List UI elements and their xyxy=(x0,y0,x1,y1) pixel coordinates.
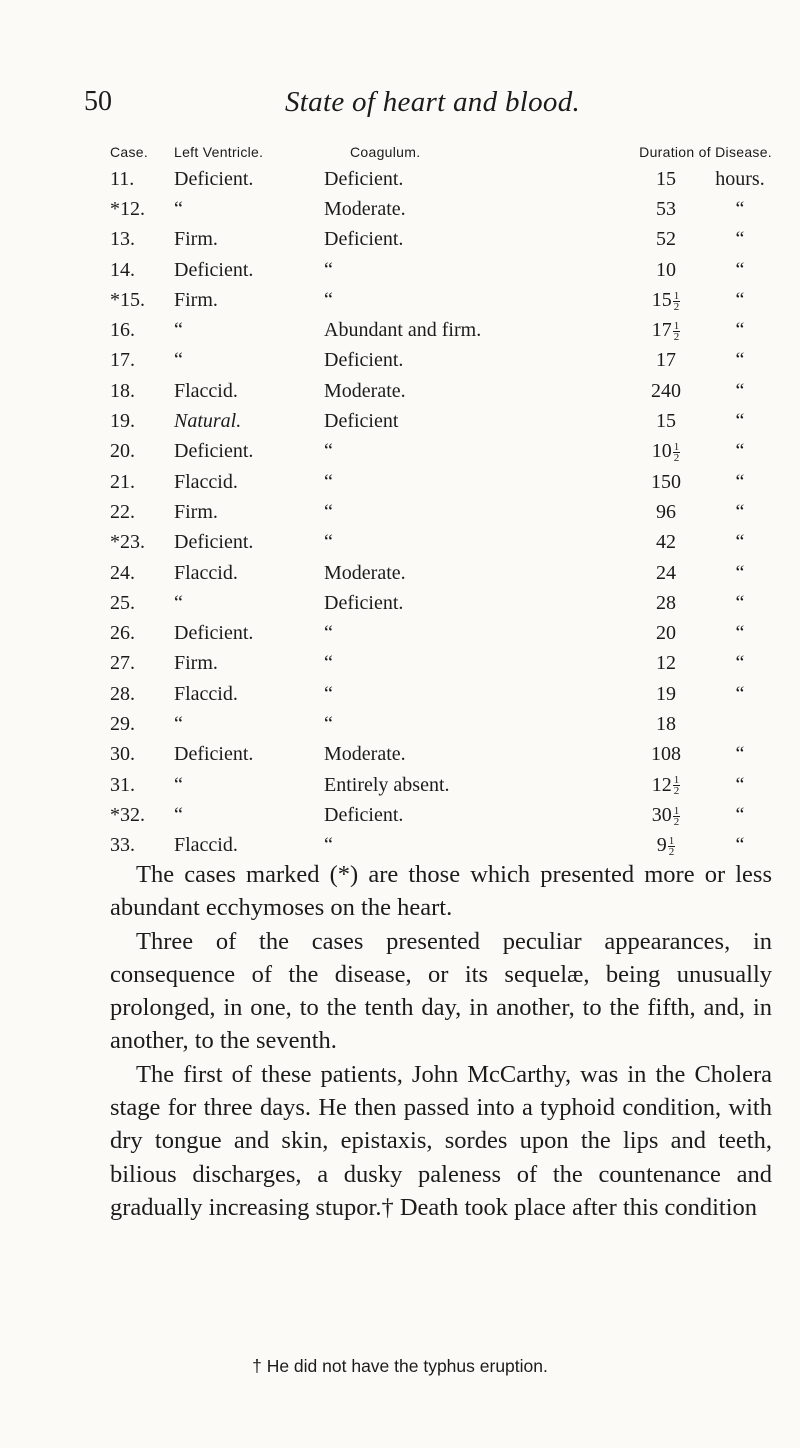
table-row xyxy=(110,800,772,830)
duration xyxy=(624,831,772,861)
duration xyxy=(624,800,772,830)
duration-value: 15 xyxy=(656,410,676,433)
case-number: 28. xyxy=(110,682,135,705)
table-row xyxy=(110,679,772,709)
duration-value: 15 xyxy=(651,288,672,311)
duration xyxy=(624,346,772,376)
duration-unit: “ xyxy=(735,228,745,251)
case-number: *23. xyxy=(110,531,145,554)
page-number: 50 xyxy=(84,86,112,117)
table-row xyxy=(110,497,772,527)
table-row xyxy=(110,770,772,800)
duration xyxy=(624,497,772,527)
case-number: 33. xyxy=(110,834,135,857)
column-header-coagulum: Coagulum. xyxy=(350,144,421,160)
duration xyxy=(624,588,772,618)
duration-value: 17 xyxy=(656,349,676,372)
table-row xyxy=(110,285,772,315)
duration-value: 17 xyxy=(651,319,672,342)
duration-value: 96 xyxy=(656,500,676,523)
coagulum: “ xyxy=(324,288,333,311)
column-header-duration: Duration of Disease. xyxy=(639,144,772,160)
table-row xyxy=(110,831,772,861)
running-title: State of heart and blood. xyxy=(285,86,581,118)
table-row xyxy=(110,528,772,558)
duration xyxy=(624,315,772,345)
fraction-half: $\frac{1}{2}$ xyxy=(668,835,675,859)
coagulum: “ xyxy=(324,834,333,857)
fraction-half: $\frac{1}{2}$ xyxy=(673,289,680,313)
coagulum: Moderate. xyxy=(324,197,406,220)
left-ventricle: Deficient. xyxy=(174,743,254,766)
coagulum: “ xyxy=(324,258,333,281)
duration-value: 150 xyxy=(651,470,681,493)
case-number: *32. xyxy=(110,803,145,826)
left-ventricle: Flaccid. xyxy=(174,682,238,705)
duration xyxy=(624,194,772,224)
case-number: *12. xyxy=(110,197,145,220)
duration xyxy=(624,406,772,436)
duration-unit: “ xyxy=(735,197,745,220)
duration xyxy=(624,164,772,194)
table-row xyxy=(110,164,772,194)
duration xyxy=(624,437,772,467)
duration-unit: “ xyxy=(735,349,745,372)
coagulum: Moderate. xyxy=(324,561,406,584)
duration-value: 24 xyxy=(656,561,676,584)
case-number: 24. xyxy=(110,561,135,584)
table-row xyxy=(110,315,772,345)
table-row xyxy=(110,194,772,224)
duration-unit: “ xyxy=(735,652,745,675)
table-row xyxy=(110,618,772,648)
case-number: 11. xyxy=(110,167,135,190)
duration-unit: “ xyxy=(735,440,745,463)
duration-value: 18 xyxy=(656,712,676,735)
left-ventricle: “ xyxy=(174,349,183,372)
duration xyxy=(624,255,772,285)
table-row xyxy=(110,225,772,255)
coagulum: Moderate. xyxy=(324,743,406,766)
paragraph: The first of these patients, John McCarthy, was in the Cholera stage for three days. He then passed into a typhoid condition, with dry tongue and skin, epistaxis, sordes upon the lips and teeth, bilious discharges, a dusky paleness of the countenance and gradually increasing stupor.† Death took place after this condition xyxy=(110,1060,772,1221)
fraction-half: $\frac{1}{2}$ xyxy=(673,774,680,798)
table-row xyxy=(110,406,772,436)
duration xyxy=(624,770,772,800)
duration-unit: “ xyxy=(735,622,745,645)
cases-table xyxy=(110,140,772,861)
table-row xyxy=(110,346,772,376)
case-number: 18. xyxy=(110,379,135,402)
duration-unit: “ xyxy=(735,379,745,402)
case-number: 13. xyxy=(110,228,135,251)
left-ventricle: Flaccid. xyxy=(174,834,238,857)
duration xyxy=(624,558,772,588)
duration xyxy=(624,376,772,406)
left-ventricle: “ xyxy=(174,591,183,614)
table-row xyxy=(110,376,772,406)
coagulum: “ xyxy=(324,440,333,463)
duration-unit: “ xyxy=(735,319,745,342)
duration-value: 19 xyxy=(656,682,676,705)
duration-value: 108 xyxy=(651,743,681,766)
left-ventricle: Firm. xyxy=(174,288,218,311)
left-ventricle: Flaccid. xyxy=(174,561,238,584)
duration-value: 15 xyxy=(656,167,676,190)
case-number: 29. xyxy=(110,712,135,735)
table-row xyxy=(110,467,772,497)
case-number: 22. xyxy=(110,500,135,523)
duration-unit: “ xyxy=(735,288,745,311)
case-number: 17. xyxy=(110,349,135,372)
duration xyxy=(624,618,772,648)
left-ventricle: Flaccid. xyxy=(174,379,238,402)
case-number: 14. xyxy=(110,258,135,281)
duration-unit: “ xyxy=(735,682,745,705)
duration-unit: “ xyxy=(735,500,745,523)
coagulum: Deficient. xyxy=(324,803,404,826)
duration-unit: “ xyxy=(735,531,745,554)
duration-unit: hours. xyxy=(715,167,765,190)
duration xyxy=(624,225,772,255)
left-ventricle: Firm. xyxy=(174,652,218,675)
duration-unit: “ xyxy=(735,834,745,857)
table-row xyxy=(110,588,772,618)
left-ventricle: Firm. xyxy=(174,228,218,251)
duration-value: 10 xyxy=(656,258,676,281)
column-header-left-ventricle: Left Ventricle. xyxy=(174,144,264,160)
case-number: 30. xyxy=(110,743,135,766)
duration xyxy=(624,740,772,770)
body-text xyxy=(110,858,772,1224)
left-ventricle: “ xyxy=(174,773,183,796)
duration-unit: “ xyxy=(735,561,745,584)
table-header-row xyxy=(110,140,772,164)
coagulum: “ xyxy=(324,712,333,735)
coagulum: “ xyxy=(324,531,333,554)
table-row xyxy=(110,437,772,467)
coagulum: Moderate. xyxy=(324,379,406,402)
duration-unit: “ xyxy=(735,773,745,796)
left-ventricle: “ xyxy=(174,712,183,735)
coagulum: Deficient xyxy=(324,410,399,433)
duration-unit: “ xyxy=(735,743,745,766)
table-row xyxy=(110,709,772,739)
case-number: 26. xyxy=(110,622,135,645)
duration-unit: “ xyxy=(735,258,745,281)
duration xyxy=(624,709,772,739)
coagulum: “ xyxy=(324,652,333,675)
table-row xyxy=(110,558,772,588)
table-row xyxy=(110,649,772,679)
left-ventricle: Deficient. xyxy=(174,258,254,281)
duration-value: 9 xyxy=(656,834,667,857)
fraction-half: $\frac{1}{2}$ xyxy=(673,441,680,465)
duration-value: 30 xyxy=(651,803,672,826)
left-ventricle: “ xyxy=(174,803,183,826)
coagulum: “ xyxy=(324,622,333,645)
duration xyxy=(624,285,772,315)
case-number: 21. xyxy=(110,470,135,493)
duration-value: 53 xyxy=(656,197,676,220)
coagulum: Deficient. xyxy=(324,591,404,614)
duration-unit: “ xyxy=(735,470,745,493)
case-number: 27. xyxy=(110,652,135,675)
duration-value: 52 xyxy=(656,228,676,251)
table-row xyxy=(110,740,772,770)
coagulum: Entirely absent. xyxy=(324,773,450,796)
coagulum: “ xyxy=(324,500,333,523)
duration xyxy=(624,679,772,709)
case-number: 19. xyxy=(110,410,135,433)
table-row xyxy=(110,255,772,285)
duration-value: 12 xyxy=(656,652,676,675)
paragraph: The cases marked (*) are those which presented more or less abundant ecchymoses on the heart. xyxy=(110,861,772,922)
duration-value: 240 xyxy=(651,379,681,402)
duration-value: 28 xyxy=(656,591,676,614)
duration xyxy=(624,528,772,558)
case-number: 20. xyxy=(110,440,135,463)
coagulum: Deficient. xyxy=(324,167,404,190)
duration-value: 12 xyxy=(651,773,672,796)
footnote: † He did not have the typhus eruption. xyxy=(252,1356,548,1376)
fraction-half: $\frac{1}{2}$ xyxy=(673,320,680,344)
left-ventricle: Deficient. xyxy=(174,622,254,645)
left-ventricle: “ xyxy=(174,319,183,342)
duration xyxy=(624,649,772,679)
left-ventricle: “ xyxy=(174,197,183,220)
left-ventricle: Deficient. xyxy=(174,167,254,190)
coagulum: “ xyxy=(324,470,333,493)
coagulum: Deficient. xyxy=(324,349,404,372)
case-number: 31. xyxy=(110,773,135,796)
duration-unit: “ xyxy=(735,591,745,614)
duration-unit: “ xyxy=(735,410,745,433)
left-ventricle: Firm. xyxy=(174,500,218,523)
left-ventricle: Deficient. xyxy=(174,440,254,463)
case-number: 16. xyxy=(110,319,135,342)
case-number: 25. xyxy=(110,591,135,614)
coagulum: Abundant and firm. xyxy=(324,319,482,342)
duration xyxy=(624,467,772,497)
duration-value: 10 xyxy=(651,440,672,463)
page-header xyxy=(0,86,800,126)
paragraph: Three of the cases presented peculiar appearances, in consequence of the disease, or its sequelæ, being unusually prolonged, in one, to the tenth day, in another, to the fifth, and, in another, to the seventh. xyxy=(110,927,772,1055)
fraction-half: $\frac{1}{2}$ xyxy=(673,804,680,828)
column-header-case: Case. xyxy=(110,144,149,160)
coagulum: “ xyxy=(324,682,333,705)
duration-value: 20 xyxy=(656,622,676,645)
left-ventricle: Flaccid. xyxy=(174,470,238,493)
case-number: *15. xyxy=(110,288,145,311)
duration-unit: “ xyxy=(735,803,745,826)
duration-value: 42 xyxy=(656,531,676,554)
table-body xyxy=(110,164,772,861)
left-ventricle: Natural. xyxy=(174,410,242,433)
coagulum: Deficient. xyxy=(324,228,404,251)
left-ventricle: Deficient. xyxy=(174,531,254,554)
